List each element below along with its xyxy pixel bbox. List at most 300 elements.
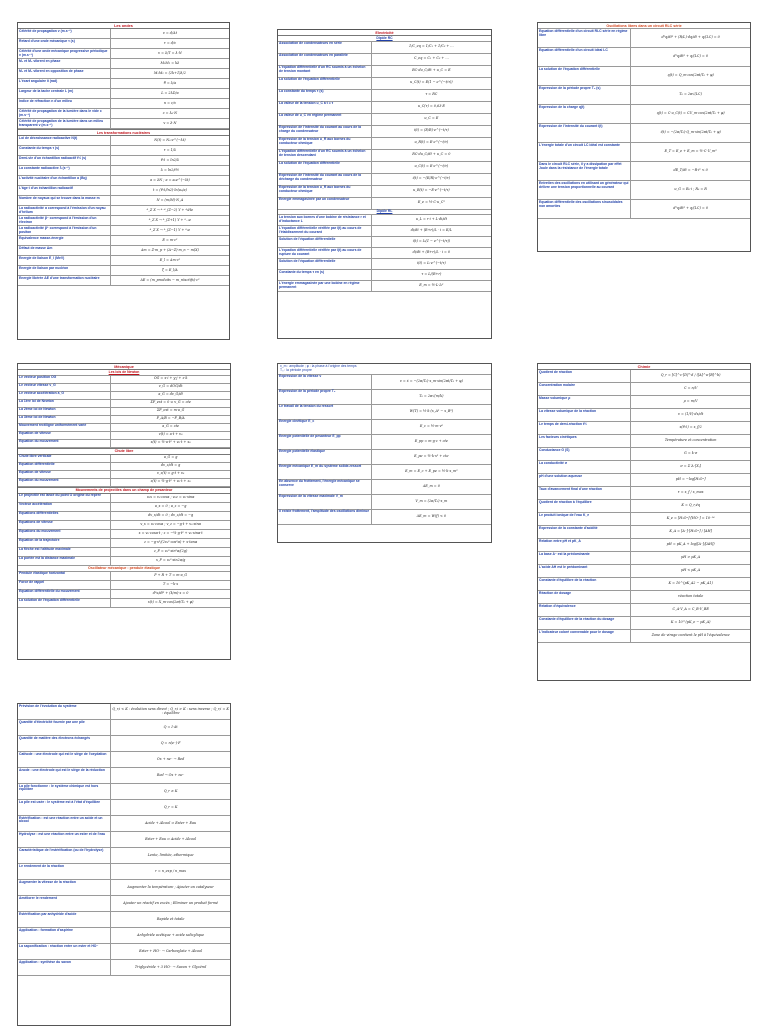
row-label: Expression de la tension u_R aux bornes du conducteur ohmique (278, 138, 372, 149)
rc-table (278, 42, 491, 210)
table-row (18, 119, 229, 129)
sheet-title: Mécanique (18, 364, 230, 370)
row-label: La saponification : réaction entre un ester et HO⁻ (18, 944, 111, 959)
row-label: Application : formation d'aspirine (18, 928, 111, 943)
row-label: La constante du temps τ (s) (278, 90, 372, 101)
table-row (18, 206, 229, 216)
row-formula: ΔE_m = W(f) < 0 (416, 513, 447, 518)
table-row (18, 864, 230, 880)
row-formula: Ajouter un réactif en excès ; Eliminer un produit formé (123, 900, 219, 905)
chimie2-table (18, 704, 230, 976)
sub-title-projectile: Mouvements de projectiles dans un champ de pesanteur (18, 487, 230, 494)
table-row (18, 557, 230, 566)
row-label: La solution de l'équation différentielle (538, 67, 631, 85)
row-formula: Red → Ox + ne⁻ (156, 772, 185, 777)
table-row (538, 552, 750, 565)
table-row (18, 29, 229, 39)
row-label: La vitesse volumique de la réaction (538, 409, 631, 421)
row-label: La 3ème loi de Newton (18, 416, 111, 423)
row-formula: v_x = v₀·cosα ; v_z = −g·t + v₀·sinα (140, 521, 201, 526)
row-formula: ΣF_ext = 0 ⇔ v_G = cte (150, 400, 191, 405)
table-row (538, 143, 750, 162)
row-label: Entretien des oscillations en utilisant un générateur qui délivre une tension proportionnelle au courant (538, 181, 631, 199)
table-row (18, 99, 229, 109)
row-formula: C_A·V_A = C_B·V_BE (672, 607, 709, 612)
row-formula: L = 2λD/a (161, 90, 179, 95)
row-label: Le projectile est lancé du point O origine du repère (18, 494, 111, 502)
row-formula: Ester + Eau ⇌ Acide + Alcool (145, 836, 197, 841)
nucleaire-table (18, 136, 229, 286)
row-formula: Triglycéride + 3 HO⁻ → Savon + Glycérol (134, 964, 207, 969)
table-row (18, 960, 230, 976)
row-label: Constante du temps τ (s) (18, 146, 111, 155)
row-label: Energie de liaison par nucléon (18, 266, 111, 275)
row-formula: a_G = cte (162, 424, 179, 429)
table-row (538, 383, 750, 396)
row-label: La radioactivité β⁻ correspond à l'émission d'un électron (18, 216, 111, 225)
row-formula: dv_z/dt = g (160, 463, 181, 468)
row-label: Energie potentielle de pesanteur E_pp (278, 435, 372, 449)
row-label: Il existe frottement, l'amplitude des oscillations diminue (278, 510, 372, 524)
table-row (538, 422, 750, 435)
row-formula: OG = x·i + y·j + z·k (153, 376, 188, 381)
chute-table (18, 455, 230, 487)
row-label: Célérité d'une onde mécanique progressive périodique v (m.s⁻¹) (18, 49, 111, 58)
row-label: Expression de la vitesse v (278, 375, 372, 389)
table-row (18, 832, 230, 848)
row-label: Estérification : est une réaction entre un acide et un alcool (18, 816, 111, 831)
row-formula: τ = d/v (163, 40, 176, 45)
row-formula: σ = Σ λᵢ·[Xᵢ] (680, 464, 701, 469)
row-label: La base A⁻ est la prédominante (538, 552, 631, 564)
table-row (18, 236, 229, 246)
section-title: Les transformations nucléaires (18, 129, 229, 136)
row-formula: i(t) = −(2π/T₀)·Q_m·sin(2πt/T₀ + φ) (660, 130, 721, 135)
table-row (278, 465, 491, 480)
intro-line: T₀ : la période propre (280, 367, 312, 372)
row-formula: di/dt + (R+r)/L · i = E/L (410, 228, 452, 233)
table-row (278, 420, 491, 435)
table-row (538, 200, 750, 219)
row-label: Energie de liaison E_l (MeV) (18, 256, 111, 265)
table-row (538, 396, 750, 409)
row-formula: θ = λ/a (163, 80, 177, 85)
table-row (538, 487, 750, 500)
row-label: Application : synthèse du savon (18, 960, 111, 975)
row-formula: z(t) = ½·g·t² + v₀·t + z₀ (150, 479, 191, 484)
row-label: Equations du mouvement (18, 530, 111, 538)
table-row (538, 370, 750, 383)
row-label: Masse volumique ρ (538, 396, 631, 408)
row-label: Indice de réfraction n d'un milieu (18, 99, 111, 108)
row-formula: E_T = E_e + E_m = ½·C·U_m² (664, 149, 717, 154)
row-formula: u_R(t) = E·e^(−t/τ) (414, 140, 449, 145)
table-row (18, 599, 230, 608)
row-formula: x_P = v₀²·sin2α/g (155, 557, 186, 562)
row-label: La pile est usée : le système est à l'état d'équilibre (18, 800, 111, 815)
row-formula: Zone de virage contient le pH à l'équivalence (651, 633, 730, 638)
table-row (538, 474, 750, 487)
table-row (18, 848, 230, 864)
sub-title-rl: Dipôle RL (278, 210, 491, 216)
row-label: Energie cinétique E_c (278, 420, 372, 434)
sheet-title: Les ondes (18, 23, 229, 29)
table-row (278, 281, 491, 292)
chimie-table (538, 370, 750, 643)
table-row (18, 800, 230, 816)
row-label: Expression de la tension u_R aux bornes du conducteur ohmique (278, 186, 372, 197)
row-formula: τ = RC (425, 92, 438, 97)
table-row (18, 136, 229, 146)
table-row (278, 435, 491, 450)
row-formula: ᴬ_Z X → ᴬ_(Z+1) Y + ⁰₋₁e (148, 217, 191, 222)
row-formula: G = k·σ (684, 451, 698, 456)
row-formula: τ = 1/λ (163, 147, 177, 152)
table-row (278, 102, 491, 114)
row-formula: E_pe = ½·k·x² + cte (414, 453, 449, 458)
table-row (18, 39, 229, 49)
row-label: Le vecteur position OG (18, 376, 111, 383)
row-formula: d²q/dt² + (R/L)·dq/dt + q/(LC) = 0 (661, 35, 720, 40)
table-row (538, 539, 750, 552)
row-label: La valeur de u_C en régime permanent (278, 114, 372, 125)
table-row (538, 86, 750, 105)
row-formula: a_G = dv_G/dt (158, 392, 183, 397)
table-row (18, 572, 230, 581)
table-row (278, 78, 491, 90)
row-label: L'acide AH est le prédominant (538, 565, 631, 577)
row-formula: K = 10^(pK_A2 − pK_A1) (668, 581, 713, 586)
row-formula: dv_x/dt = 0 ; dv_z/dt = −g (148, 512, 194, 517)
row-formula: c = λ₀·N (162, 110, 178, 115)
row-label: Equation de vitesse (18, 432, 111, 439)
row-formula: Q = I·Δt (163, 724, 178, 729)
row-formula: RC·du_C/dt + u_C = 0 (412, 152, 451, 157)
row-label: Quantité d'électricité fournie par une pile (18, 720, 111, 735)
sub-title-chute: Chute libre (18, 448, 230, 455)
row-formula: pH = −log[H₃O⁺] (675, 477, 706, 482)
row-label: La 2ème loi de Newton (18, 408, 111, 415)
row-formula: n = c/v (163, 100, 176, 105)
table-row (278, 54, 491, 66)
row-formula: T₀ = 2π√(LC) (679, 92, 702, 97)
row-label: La solution de l'équation différentielle (278, 162, 372, 173)
row-label: Equation différentielle d'un circuit idéal LC (538, 48, 631, 66)
row-formula: u_G = R₀·i ; R₀ = R (674, 187, 707, 192)
row-label: Association de condensateurs en parallèle (278, 54, 372, 65)
row-label: La radioactivité β⁺ correspond à l'émission d'un positon (18, 226, 111, 235)
intro-line: x_m : amplitude ; φ : la phase à l'origine des temps (280, 364, 357, 368)
table-row (18, 79, 229, 89)
table-row (18, 266, 229, 276)
table-row (278, 510, 491, 525)
row-label: La portée est la distance maximale (18, 557, 111, 565)
row-formula: C = n/V (683, 386, 698, 391)
row-formula: di/dt + (R+r)/L · i = 0 (412, 250, 451, 255)
row-formula: E_pp = m·g·z + cte (414, 438, 448, 443)
table-row (18, 768, 230, 784)
sheet-rlc (537, 22, 751, 252)
table-row (18, 276, 229, 286)
table-row (18, 146, 229, 156)
sheet-title: Oscillations libres dans un circuit RLC série (538, 23, 750, 29)
row-label: Equation de vitesse (18, 471, 111, 478)
row-label: Equivalence masse-énergie (18, 236, 111, 245)
row-label: Le vecteur accélération a_G (18, 392, 111, 399)
row-label: Cathode : une électrode qui est le siège de l'oxydation (18, 752, 111, 767)
row-label: La pile fonctionne : le système chimique est hors équilibre (18, 784, 111, 799)
table-row (18, 256, 229, 266)
row-formula: T₀ = 2π√(m/k) (419, 393, 444, 398)
row-formula: v = λ/T = λ·N (158, 50, 182, 55)
row-label: L'équation différentielle vérifiée par i(t) au cours de rupture du courant (278, 248, 372, 258)
table-row (18, 720, 230, 736)
row-label: L'énergie totale d'un circuit LC idéal est constante (538, 143, 631, 161)
row-label: L'âge t d'un échantillon radioactif (18, 186, 111, 195)
row-label: Mouvement rectiligne uniformément varié (18, 424, 111, 431)
row-label: Equation du mouvement (18, 440, 111, 447)
table-row (278, 405, 491, 420)
row-label: Le temps de demi-réaction t½ (538, 422, 631, 434)
table-row (18, 479, 230, 487)
row-formula: u_C = E (424, 116, 439, 121)
row-formula: T = −k·x (163, 581, 179, 586)
table-row (278, 248, 491, 259)
row-formula: Acide + Alcool ⇌ Ester + Eau (145, 820, 197, 825)
table-row (278, 495, 491, 510)
table-row (278, 375, 491, 390)
table-row (278, 42, 491, 54)
row-label: Association de condensateurs en série (278, 42, 372, 53)
row-formula: C_eq = C₁ + C₂ + … (413, 56, 449, 61)
row-label: Prévision de l'évolution du système (18, 704, 111, 719)
row-label: Equation différentielle des oscillations sinusoïdales non amorties (538, 200, 631, 218)
sheet-chimie-2 (17, 703, 231, 1026)
row-label: Réaction de dosage (538, 591, 631, 603)
energie-table (278, 375, 491, 525)
row-formula: v_G = dOG/dt (158, 384, 183, 389)
row-formula: pH > pK_A (681, 555, 701, 560)
table-row (538, 124, 750, 143)
row-formula: τ = x_f / x_max (677, 490, 704, 495)
row-label: L'énergie emmagasinée par une bobine en régime permanent (278, 281, 372, 291)
row-label: L'équation différentielle d'un RC soumis à un échelon de tension descendant (278, 150, 372, 161)
row-label: pH d'une solution aqueuse (538, 474, 631, 486)
rlc-table (538, 29, 750, 219)
row-label: Solution de l'équation différentielle (278, 237, 372, 247)
sheet-energie (277, 363, 492, 543)
row-label: Expression de la période propre T₀ (s) (538, 86, 631, 104)
row-formula: z = −g·x²/(2v₀²·cos²α) + x·tanα (144, 539, 198, 544)
row-formula: Anhydride acétique + acide salicylique (137, 932, 205, 937)
table-row (538, 181, 750, 200)
table-row (278, 186, 491, 198)
table-row (18, 880, 230, 896)
table-row (18, 89, 229, 99)
row-label: La 1ère loi de Newton (18, 400, 111, 407)
row-formula: z_F = v₀²·sin²α/(2g) (153, 548, 188, 553)
table-row (538, 435, 750, 448)
table-row (538, 513, 750, 526)
row-formula: v = (1/V)·dx/dt (678, 412, 704, 417)
table-row (538, 578, 750, 591)
row-label: Nombre de noyaux qui se trouve dans la masse m (18, 196, 111, 205)
table-row (278, 259, 491, 270)
row-label: Equation différentielle d'un circuit RLC série en régime libre (538, 29, 631, 47)
row-label: La flèche est l'altitude maximale (18, 548, 111, 556)
row-label: Force de rappel (18, 581, 111, 589)
row-formula: Q_r,i < K : évolution sens direct ; Q_r,i > K : sens inverse ; Q_r,i = K : équilibre (112, 706, 229, 715)
row-formula: ΣF_ext = m·a_G (156, 408, 185, 413)
row-formula: x = v₀·cosα·t ; z = −½·g·t² + v₀·sinα·t (138, 530, 203, 535)
row-label: Défaut de masse Δm (18, 246, 111, 255)
table-row (278, 90, 491, 102)
intro-text (278, 364, 491, 375)
row-label: Le rendement de la réaction (18, 864, 111, 879)
row-formula: Lente, limitée, athermique (147, 852, 194, 857)
row-label: Expression de l'intensité du courant i(t) (538, 124, 631, 142)
row-formula: i(t) = I₀·e^(−t/τ) (417, 261, 446, 266)
row-formula: u_R(t) = −E·e^(−t/τ) (413, 188, 450, 193)
table-row (538, 617, 750, 630)
table-row (538, 105, 750, 124)
row-formula: pH < pK_A (681, 568, 701, 573)
sheet-mecanique (17, 363, 231, 660)
row-label: Expression de l'intensité du courant au cours de la charge du condensateur (278, 126, 372, 137)
row-formula: λ = ln2/t½ (160, 167, 180, 172)
row-label: L'équation différentielle vérifiée par i(t) au cours de l'établissement du courant (278, 226, 372, 236)
row-label: La constante radioactive λ (s⁻¹) (18, 166, 111, 175)
table-row (538, 565, 750, 578)
row-label: Les facteurs cinétiques (538, 435, 631, 447)
row-formula: E = m·c² (162, 237, 178, 242)
table-row (18, 912, 230, 928)
table-row (18, 196, 229, 206)
row-label: La solution de l'équation différentielle (278, 78, 372, 89)
sub-title-newton: Les lois de Newton (18, 370, 230, 376)
table-row (18, 226, 229, 236)
table-row (18, 176, 229, 186)
row-formula: u_C(t) = E·e^(−t/τ) (414, 164, 449, 169)
rl-table (278, 215, 491, 292)
table-row (18, 246, 229, 256)
row-formula: RC·du_C/dt + u_C = E (412, 68, 451, 73)
row-label: L'équation différentielle d'un RC soumis à un échelon de tension montant (278, 66, 372, 77)
table-row (278, 226, 491, 237)
row-formula: a_x = 0 ; a_z = −g (154, 503, 187, 508)
row-label: Equation différentielle du mouvement (18, 590, 111, 598)
row-label: Expression de la charge q(t) (538, 105, 631, 123)
table-row (538, 48, 750, 67)
row-formula: x(t) = ½·a·t² + v₀·t + x₀ (150, 440, 191, 445)
row-formula: v = ẋ = −(2π/T₀)·x_m·sin(2πt/T₀ + φ) (399, 378, 463, 383)
table-row (18, 896, 230, 912)
row-formula: Augmenter la température ; Ajouter un catalyseur (127, 884, 214, 889)
row-label: Quotient de réaction à l'équilibre (538, 500, 631, 512)
row-formula: i(t) = I₀(1 − e^(−t/τ)) (412, 239, 451, 244)
row-formula: a_G = g (163, 455, 178, 460)
table-row (18, 704, 230, 720)
row-label: Célérité de propagation v (m.s⁻¹) (18, 29, 111, 38)
row-formula: t = (t½/ln2)·ln(a₀/a) (153, 187, 187, 192)
table-row (278, 126, 491, 138)
row-formula: N = (m/M)·N_A (156, 197, 184, 202)
table-row (538, 591, 750, 604)
row-label: Quantité de matière des électrons échangés (18, 736, 111, 751)
row-formula: Température et concentration (664, 438, 717, 443)
row-label: La tension aux bornes d'une bobine de résistance r et d'inductance L (278, 215, 372, 225)
row-label: Célérité de propagation de la lumière dans le vide c (m.s⁻¹) (18, 109, 111, 118)
row-label: Energie mécanique E_m du système solide-ressort (278, 465, 372, 479)
row-label: Constante d'équilibre de la réaction (538, 578, 631, 590)
row-formula: Q_r = [C]^c·[D]^d / ([A]^a·[B]^b) (660, 373, 721, 378)
table-row (538, 526, 750, 539)
row-label: Conductance G (S) (538, 448, 631, 460)
row-formula: x(t) = X_m·cos(2πt/T₀ + φ) (147, 599, 194, 604)
row-formula: ΔE_m = 0 (422, 483, 440, 488)
row-formula: M₁M₂ = (2k+1)λ/2 (153, 70, 186, 75)
row-label: Equations différentielles (18, 512, 111, 520)
table-row (18, 216, 229, 226)
row-formula: q(t) = C·u_C(t) = CU_m·cos(2πt/T₀ + φ) (656, 111, 725, 116)
table-row (278, 237, 491, 248)
row-label: Retard d'une onde mécanique τ (s) (18, 39, 111, 48)
table-row (278, 390, 491, 405)
row-label: La solution de l'équation différentielle (18, 599, 111, 607)
table-row (278, 198, 491, 210)
row-label: En absence du frottement, l'énergie mécanique se conserve (278, 480, 372, 494)
row-formula: d²q/dt² + q/(LC) = 0 (673, 206, 708, 211)
table-row (18, 440, 230, 448)
row-formula: E_m = ½·L·I₀² (419, 283, 444, 288)
table-row (278, 174, 491, 186)
table-row (18, 928, 230, 944)
row-label: La radioactivité α correspond à l'émission d'un noyau d'hélium (18, 206, 111, 215)
table-row (18, 752, 230, 768)
row-formula: pH = pK_A + log([A⁻]/[AH]) (666, 542, 715, 547)
row-label: Expression de la constante d'acidité (538, 526, 631, 538)
row-label: Anode : une électrode qui est le siège de la réduction (18, 768, 111, 783)
row-label: Relation d'équivalence (538, 604, 631, 616)
table-row (278, 162, 491, 174)
row-formula: ᴬ_Z X → ᴬ_(Z−1) Y + ⁰₁e (149, 227, 191, 232)
row-label: Hydrolyse : est une réaction entre un ester et de l'eau (18, 832, 111, 847)
table-row (538, 409, 750, 422)
sheet-title: Electricité (278, 30, 491, 36)
row-formula: K_e = [H₃O⁺]·[HO⁻] = 10⁻¹⁴ (666, 516, 715, 521)
row-label: M₁ et M₂ vibrent en phase (18, 59, 111, 68)
table-row (278, 215, 491, 226)
row-label: Célérité de propagation de la lumière dans un milieu transparent v (m.s⁻¹) (18, 119, 111, 128)
table-row (278, 150, 491, 162)
row-label: Constante du temps τ en (s) (278, 270, 372, 280)
sheet-electricite (277, 29, 492, 339)
table-row (278, 138, 491, 150)
table-row (538, 500, 750, 513)
row-formula: réaction totale (678, 594, 704, 599)
row-label: Demi-vie d'un échantillon radioactif t½ (s) (18, 156, 111, 165)
row-formula: r = n_exp / n_max (155, 868, 187, 873)
table-row (278, 480, 491, 495)
row-formula: q(t) = Q_m·cos(2πt/T₀ + φ) (667, 73, 714, 78)
row-formula: ξ = E_l/A (162, 267, 178, 272)
table-row (278, 114, 491, 126)
row-formula: W(T) = ½·k·(x_A² − x_B²) (409, 408, 454, 413)
table-row (538, 461, 750, 474)
row-formula: Rapide et totale (156, 916, 185, 921)
row-label: Améliorer le rendement (18, 896, 111, 911)
row-label: Equations de vitesse (18, 521, 111, 529)
